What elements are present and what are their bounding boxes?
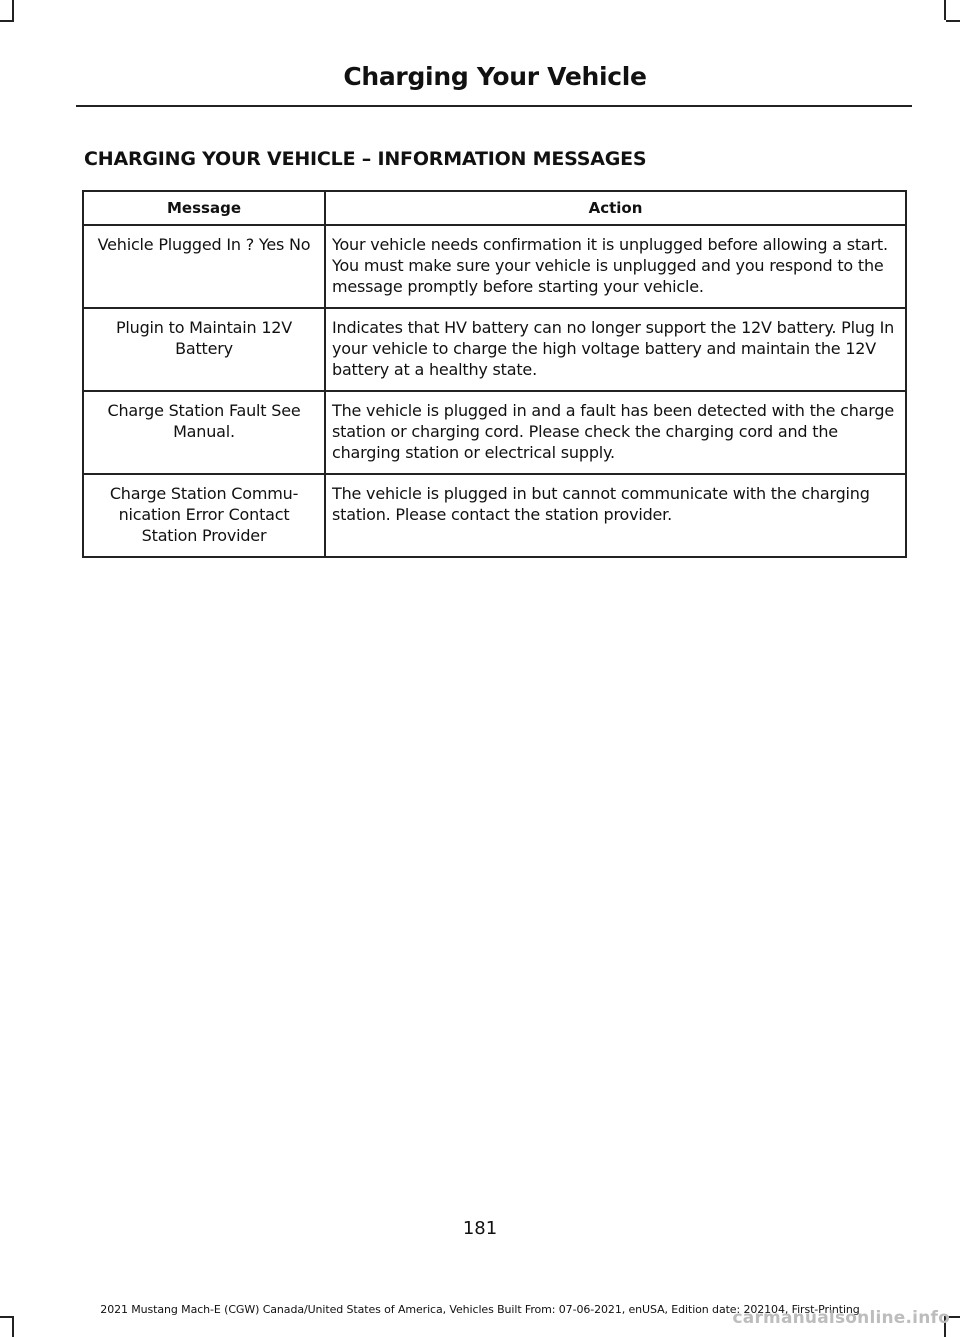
information-messages-table xyxy=(82,190,907,558)
table-row xyxy=(83,225,906,308)
message-cell: Plugin to Maintain 12V Battery xyxy=(83,308,325,391)
page-number: 181 xyxy=(462,1218,498,1239)
crop-mark xyxy=(944,0,946,20)
table-row xyxy=(83,474,906,557)
action-cell: Indicates that HV battery can no longer support the 12V battery. Plug In your vehicle to charge the high voltage battery and maintain the 12V battery at a healthy state. xyxy=(325,308,906,391)
action-cell: Your vehicle needs confirmation it is unplugged before allowing a start. You must make sure your vehicle is unplugged and you respond to the message promptly before starting your vehicle. xyxy=(325,225,906,308)
crop-mark xyxy=(0,1316,14,1318)
header-rule xyxy=(76,105,912,107)
watermark: carmanualsonline.info xyxy=(732,1308,950,1328)
crop-mark xyxy=(12,0,14,20)
table-header-row xyxy=(83,191,906,225)
footer-edition-text: 2021 Mustang Mach-E (CGW) Canada/United States of America, Vehicles Built From: 07-06-2021, enUSA, Edition date: 202104, First-Printing xyxy=(100,1303,860,1316)
table-row xyxy=(83,391,906,474)
crop-mark xyxy=(12,1316,14,1337)
page-header: Charging Your Vehicle xyxy=(343,62,647,91)
crop-mark xyxy=(0,20,14,22)
crop-mark xyxy=(946,20,960,22)
action-cell: The vehicle is plugged in and a fault has been detected with the charge station or charging cord. Please check the charging cord and the charging station or electrical supply. xyxy=(325,391,906,474)
section-title: CHARGING YOUR VEHICLE – INFORMATION MESSAGES xyxy=(84,148,647,170)
table-row xyxy=(83,308,906,391)
message-cell: Charge Station Fault See Manual. xyxy=(83,391,325,474)
message-cell: Vehicle Plugged In ? Yes No xyxy=(83,225,325,308)
action-cell: The vehicle is plugged in but cannot communicate with the charging station. Please contact the station provider. xyxy=(325,474,906,557)
column-header-message: Message xyxy=(83,191,325,225)
message-cell: Charge Station Commu- nication Error Contact Station Provider xyxy=(83,474,325,557)
column-header-action: Action xyxy=(325,191,906,225)
